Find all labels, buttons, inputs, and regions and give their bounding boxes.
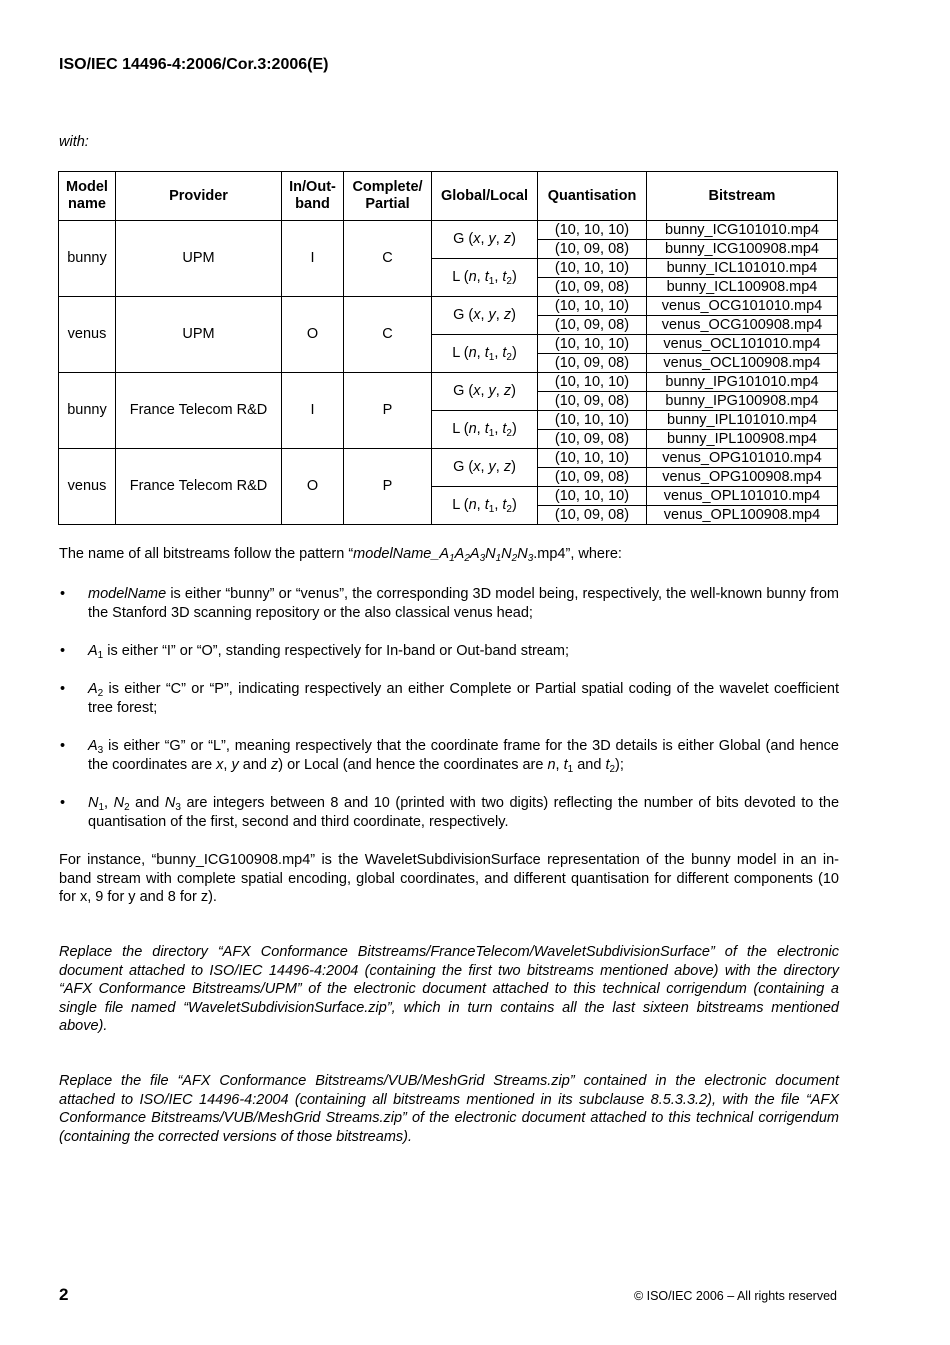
cell-quantisation: (10, 09, 08) [538,506,647,525]
cell-provider: UPM [116,297,282,373]
cell-in-out-band: I [282,373,344,449]
document-header: ISO/IEC 14496-4:2006/Cor.3:2006(E) [59,56,329,73]
header-bitstream: Bitstream [647,172,838,221]
bullet-icon: • [60,643,66,659]
cell-provider: France Telecom R&D [116,373,282,449]
cell-quantisation: (10, 10, 10) [538,373,647,392]
cell-model-name: venus [59,297,116,373]
cell-bitstream: bunny_ICG101010.mp4 [647,221,838,240]
cell-coordinate-frame: L (n, $t_1$, $t_2$) [432,335,538,373]
cell-quantisation: (10, 10, 10) [538,335,647,354]
cell-coordinate-frame: G (x, y, z) [432,297,538,335]
cell-provider: France Telecom R&D [116,449,282,525]
cell-quantisation: (10, 09, 08) [538,392,647,411]
cell-quantisation: (10, 10, 10) [538,259,647,278]
cell-coordinate-frame: G (x, y, z) [432,449,538,487]
cell-quantisation: (10, 09, 08) [538,354,647,373]
header-global-local: Global/Local [432,172,538,221]
bitstream-table [58,171,838,525]
cell-quantisation: (10, 10, 10) [538,449,647,468]
pattern-name: $modelName\_A_1A_2A_3N_1N_2N_3$ [353,546,534,564]
cell-model-name: bunny [59,221,116,297]
table-row [59,373,838,392]
cell-bitstream: venus_OPG101010.mp4 [647,449,838,468]
cell-bitstream: venus_OCG101010.mp4 [647,297,838,316]
cell-bitstream: bunny_IPL101010.mp4 [647,411,838,430]
bullet-icon: • [60,738,66,754]
cell-in-out-band: O [282,449,344,525]
table-row [59,449,838,468]
cell-bitstream: venus_OPG100908.mp4 [647,468,838,487]
header-quantisation: Quantisation [538,172,647,221]
pattern-explanation-list [59,585,839,851]
instance-paragraph: For instance, “bunny_ICG100908.mp4” is the WaveletSubdivisionSurface representation of the bunny model in an in-band stream with complete spatial encoding, global coordinates, and different quantisation for different components (10 for x, 9 for y and 8 for z). [59,852,839,905]
cell-coordinate-frame: L (n, $t_1$, $t_2$) [432,411,538,449]
copyright-notice: © ISO/IEC 2006 – All rights reserved [633,1289,837,1303]
cell-bitstream: venus_OPL100908.mp4 [647,506,838,525]
cell-quantisation: (10, 10, 10) [538,297,647,316]
table-row [59,221,838,240]
cell-quantisation: (10, 09, 08) [538,278,647,297]
cell-bitstream: venus_OCG100908.mp4 [647,316,838,335]
cell-in-out-band: O [282,297,344,373]
cell-provider: UPM [116,221,282,297]
cell-bitstream: venus_OCL101010.mp4 [647,335,838,354]
cell-coordinate-frame: G (x, y, z) [432,221,538,259]
replace-directory-instruction: Replace the directory “AFX Conformance Bitstreams/FranceTelecom/WaveletSubdivisionSurface” of the electronic document attached to ISO/IEC 14496-4:2004 (containing the first two bitstreams mentioned above) with the directory “AFX Conformance Bitstreams/UPM” of the electronic document attached to this technical corrigendum (containing a single file named “WaveletSubdivisionSurface.zip”, which in turn contains all the last sixteen bitstreams mentioned above). [59,944,839,1034]
cell-quantisation: (10, 09, 08) [538,316,647,335]
page-number: 2 [59,1285,69,1304]
cell-bitstream: bunny_IPL100908.mp4 [647,430,838,449]
cell-model-name: bunny [59,373,116,449]
table-header-row [59,172,838,221]
cell-quantisation: (10, 10, 10) [538,487,647,506]
bullet-icon: • [60,586,66,602]
cell-bitstream: venus_OPL101010.mp4 [647,487,838,506]
cell-quantisation: (10, 10, 10) [538,411,647,430]
list-item: • $A_1$ is either “I” or “O”, standing respectively for In-band or Out-band stream; [60,643,570,661]
cell-coordinate-frame: L (n, $t_1$, $t_2$) [432,259,538,297]
cell-bitstream: venus_OCL100908.mp4 [647,354,838,373]
cell-complete-partial: P [344,373,432,449]
cell-coordinate-frame: L (n, $t_1$, $t_2$) [432,487,538,525]
cell-quantisation: (10, 09, 08) [538,468,647,487]
cell-model-name: venus [59,449,116,525]
header-provider: Provider [116,172,282,221]
header-complete-partial: Complete/ Partial [344,172,432,221]
cell-quantisation: (10, 10, 10) [538,221,647,240]
list-item: • $N_1$, $N_2$ and $N_3$ are integers between 8 and 10 (printed with two digits) reflecting the number of bits devoted to the quantisation of the first, second and third coordinate, respectively. [60,795,840,830]
cell-bitstream: bunny_ICL100908.mp4 [647,278,838,297]
cell-bitstream: bunny_IPG101010.mp4 [647,373,838,392]
cell-complete-partial: P [344,449,432,525]
cell-quantisation: (10, 09, 08) [538,240,647,259]
bullet-icon: • [60,681,66,697]
table-row [59,297,838,316]
bullet-icon: • [60,795,66,811]
list-item: • $A_2$ is either “C” or “P”, indicating respectively an either Complete or Partial spatial coding of the wavelet coefficient tree forest; [60,681,839,716]
cell-quantisation: (10, 09, 08) [538,430,647,449]
cell-bitstream: bunny_ICG100908.mp4 [647,240,838,259]
cell-complete-partial: C [344,297,432,373]
cell-bitstream: bunny_ICL101010.mp4 [647,259,838,278]
cell-bitstream: bunny_IPG100908.mp4 [647,392,838,411]
with-label: with: [59,134,89,150]
cell-in-out-band: I [282,221,344,297]
list-item: • $A_3$ is either “G” or “L”, meaning respectively that the coordinate frame for the 3D details is either Global (and hence the coordinates are x, y and z) or Local (and hence the coordinates are n, $t_1$ and $t_2$); [60,738,839,775]
header-model-name: Model name [59,172,116,221]
header-in-out-band: In/Out-band [282,172,344,221]
replace-file-instruction: Replace the file “AFX Conformance Bitstreams/VUB/MeshGrid Streams.zip” contained in the electronic document attached to ISO/IEC 14496-4:2004 (containing all bitstreams mentioned in its subclause 8.5.3.3.2), with the file “AFX Conformance Bitstreams/VUB/MeshGrid Streams.zip” of the electronic document attached to this technical corrigendum (containing the corrected versions of those bitstreams). [59,1073,839,1145]
pattern-sentence: The name of all bitstreams follow the pattern “$modelName\_A_1A_2A_3N_1N_2N_3.mp4$”, where: [59,546,622,564]
list-item: • modelName is either “bunny” or “venus”, the corresponding 3D model being, respectively, the well-known bunny from the Stanford 3D scanning repository or the also classical venus head; [60,586,839,621]
cell-coordinate-frame: G (x, y, z) [432,373,538,411]
cell-complete-partial: C [344,221,432,297]
